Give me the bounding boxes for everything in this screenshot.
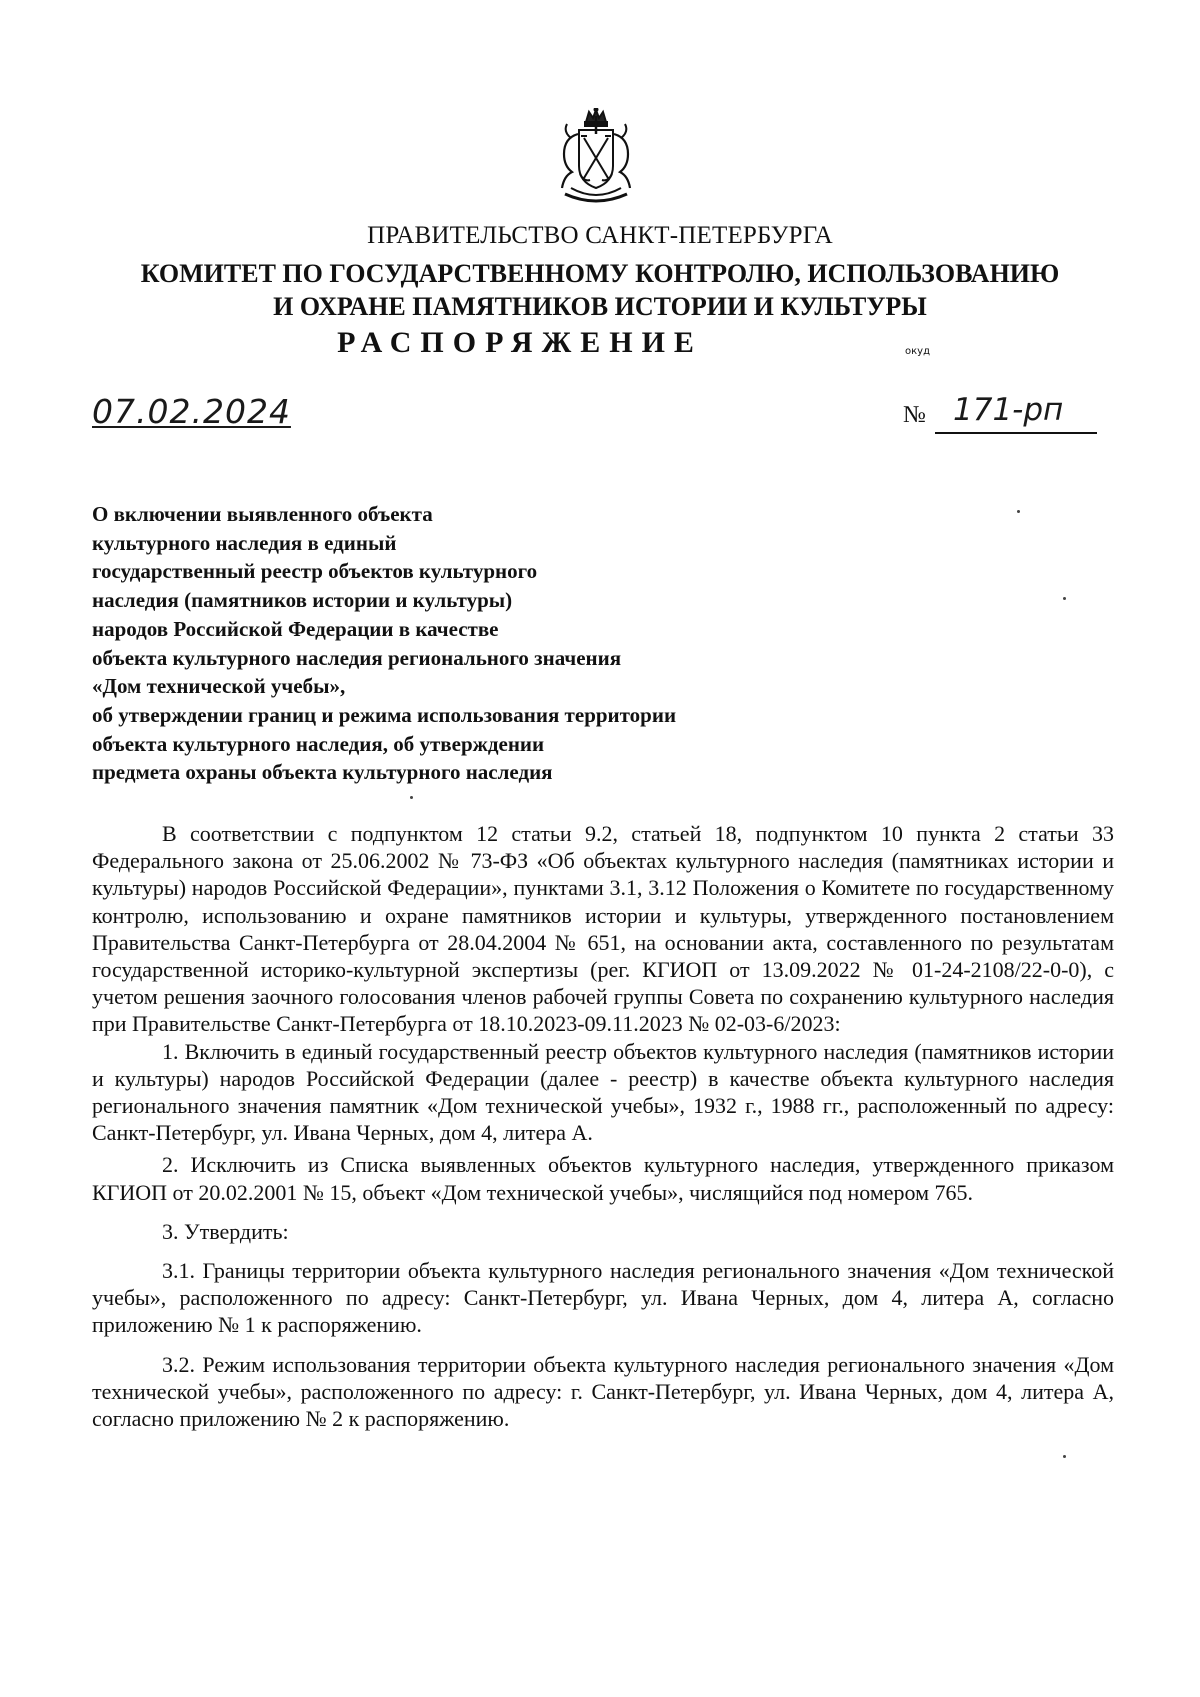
document-number xyxy=(903,392,1093,436)
government-name: ПРАВИТЕЛЬСТВО САНКТ-ПЕТЕРБУРГА xyxy=(367,222,833,249)
subject-line: народов Российской Федерации в качестве xyxy=(92,616,499,641)
saint-petersburg-coat-of-arms-icon xyxy=(553,108,639,208)
number-underline xyxy=(935,432,1097,434)
item-2-paragraph: 2. Исключить из Списка выявленных объектов культурного наследия, утвержденного приказом КГИОП от 20.02.2001 № 15, объект «Дом технической учебы», числящийся под номером 765. xyxy=(92,1152,1114,1205)
subject-line: объекта культурного наследия, об утверждении xyxy=(92,731,545,756)
scan-speck xyxy=(1063,1455,1066,1458)
committee-line-1: КОМИТЕТ ПО ГОСУДАРСТВЕННОМУ КОНТРОЛЮ, ИСПОЛЬЗОВАНИЮ xyxy=(140,259,1060,288)
number-value: 171-рп xyxy=(953,392,1064,428)
number-label: № xyxy=(903,402,926,428)
item-3-2-paragraph: 3.2. Режим использования территории объекта культурного наследия регионального значения «Дом технической учебы», расположенного по адресу: г. Санкт-Петербург, ул. Ивана Черных, дом 4, литера А, согласно приложению № 2 к распоряжению. xyxy=(92,1351,1114,1432)
preamble-paragraph: В соответствии с подпунктом 12 статьи 9.2, статьей 18, подпунктом 10 пункта 2 статьи 33 Федерального закона от 25.06.2002 № 73-ФЗ «Об объектах культурного наследия (памятниках истории и культуры) народов Российской Федерации», пунктами 3.1, 3.12 Положения о Комитете по государственному контролю, использованию и охране памятников истории и культуры, утвержденного постановлением Правительства Санкт-Петербурга от 28.04.2004 № 651, на основании акта, составленного по результатам государственной историко-культурной экспертизы (рег. КГИОП от 13.09.2022 № 01-24-2108/22-0-0), с учетом решения заочного голосования членов рабочей группы Совета по сохранению культурного наследия при Правительстве Санкт-Петербурга от 18.10.2023-09.11.2023 № 02-03-6/2023: xyxy=(92,821,1114,1037)
subject-line: государственный реестр объектов культурного xyxy=(92,559,538,584)
subject-line: «Дом технической учебы», xyxy=(92,674,346,699)
committee-name xyxy=(0,257,1200,323)
document-date: 07.02.2024 xyxy=(92,392,291,431)
scan-speck xyxy=(410,796,413,799)
subject-line: об утверждении границ и режима использования территории xyxy=(92,702,677,727)
subject-line: предмета охраны объекта культурного наследия xyxy=(92,760,553,785)
committee-line-2: И ОХРАНЕ ПАМЯТНИКОВ ИСТОРИИ И КУЛЬТУРЫ xyxy=(273,292,927,321)
item-3-1-paragraph: 3.1. Границы территории объекта культурного наследия регионального значения «Дом технической учебы», расположенного по адресу: Санкт-Петербург, ул. Ивана Черных, дом 4, литера А, согласно приложению № 1 к распоряжению. xyxy=(92,1258,1114,1338)
document-subject xyxy=(92,500,812,787)
okud-label: окуд xyxy=(905,346,930,357)
subject-line: О включении выявленного объекта xyxy=(92,502,433,526)
document-type-title: РАСПОРЯЖЕНИЕ xyxy=(337,326,703,359)
item-1-paragraph: 1. Включить в единый государственный реестр объектов культурного наследия (памятников истории и культуры) народов Российской Федерации (далее - реестр) в качестве объекта культурного наследия регионального значения памятник «Дом технической учебы», 1932 г., 1988 гг., расположенный по адресу: Санкт-Петербург, ул. Ивана Черных, дом 4, литера А. xyxy=(92,1038,1114,1146)
subject-line: наследия (памятников истории и культуры) xyxy=(92,588,513,613)
subject-line: объекта культурного наследия регионального значения xyxy=(92,645,622,670)
document-body xyxy=(92,820,1114,1432)
scan-speck xyxy=(1063,597,1066,600)
subject-line: культурного наследия в единый xyxy=(92,530,397,555)
item-3-paragraph: 3. Утвердить: xyxy=(162,1218,289,1244)
scan-speck xyxy=(1017,510,1020,513)
